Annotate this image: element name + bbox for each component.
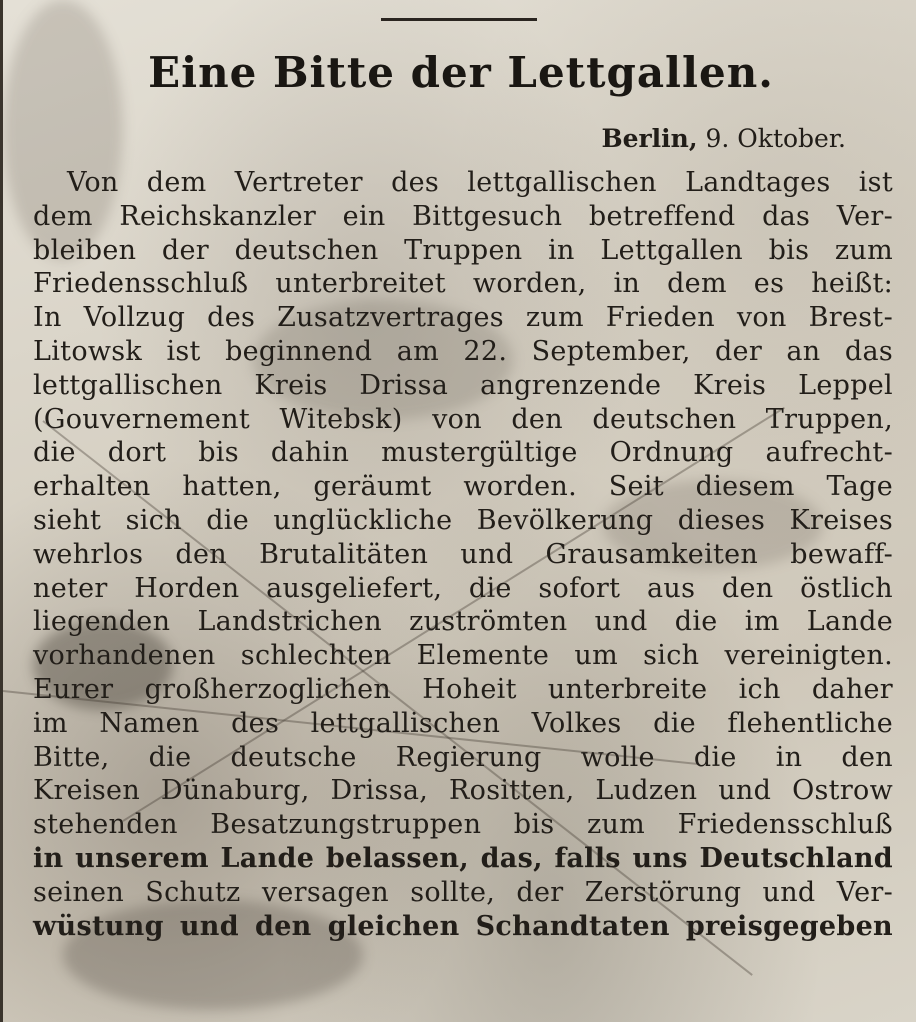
article-headline: Eine Bitte der Lettgallen. — [148, 48, 774, 97]
text-line: Eurer großherzoglichen Hoheit unterbreite ich daher — [33, 673, 893, 705]
text-line: vorhandenen schlechten Elemente um sich vereinigten. — [33, 640, 893, 672]
text-line: Bitte, die deutsche Regierung wolle die in den — [33, 741, 893, 773]
text-line: bleiben der deutschen Truppen in Lettgallen bis zum — [33, 234, 893, 266]
text-line: (Gouvernement Witebsk) von den deutschen Truppen, — [33, 403, 893, 435]
text-line: lettgallischen Kreis Drissa angrenzende Kreis Leppel — [33, 369, 893, 401]
text-line: seinen Schutz versagen sollte, der Zerstörung und Ver- — [33, 876, 893, 908]
text-line: In Vollzug des Zusatzvertrages zum Frieden von Brest- — [33, 302, 893, 334]
text-line: im Namen des lettgallischen Volkes die flehentliche — [33, 707, 893, 739]
text-line: neter Horden ausgeliefert, die sofort aus den östlich — [33, 572, 893, 604]
text-line: die dort bis dahin mustergültige Ordnung aufrecht- — [33, 437, 893, 469]
text-line: stehenden Besatzungstruppen bis zum Friedensschluß — [33, 809, 893, 841]
dateline-place: Berlin, — [601, 124, 698, 153]
text-line: Von dem Vertreter des lettgallischen Landtages ist — [67, 167, 893, 198]
text-line: Litowsk ist beginnend am 22. September, der an das — [33, 335, 893, 367]
text-line: erhalten hatten, geräumt worden. Seit diesem Tage — [33, 471, 893, 503]
top-rule — [381, 18, 537, 21]
text-line: wehrlos den Brutalitäten und Grausamkeiten bewaff- — [33, 538, 893, 570]
text-line: in unserem Lande belassen, das, falls uns Deutschland — [33, 842, 893, 874]
text-line: dem Reichskanzler ein Bittgesuch betreffend das Ver- — [33, 200, 893, 232]
text-line: liegenden Landstrichen zuströmten und die im Lande — [33, 606, 893, 638]
text-line: Friedensschluß unterbreitet worden, in dem es heißt: — [33, 268, 893, 300]
article-body — [33, 166, 893, 943]
text-line: Kreisen Dünaburg, Drissa, Rositten, Ludzen und Ostrow — [33, 775, 893, 807]
text-line: wüstung und den gleichen Schandtaten preisgegeben — [33, 910, 893, 942]
dateline-date: 9. Oktober. — [705, 124, 846, 153]
dateline — [601, 124, 846, 153]
text-line: sieht sich die unglückliche Bevölkerung dieses Kreises — [33, 504, 893, 536]
